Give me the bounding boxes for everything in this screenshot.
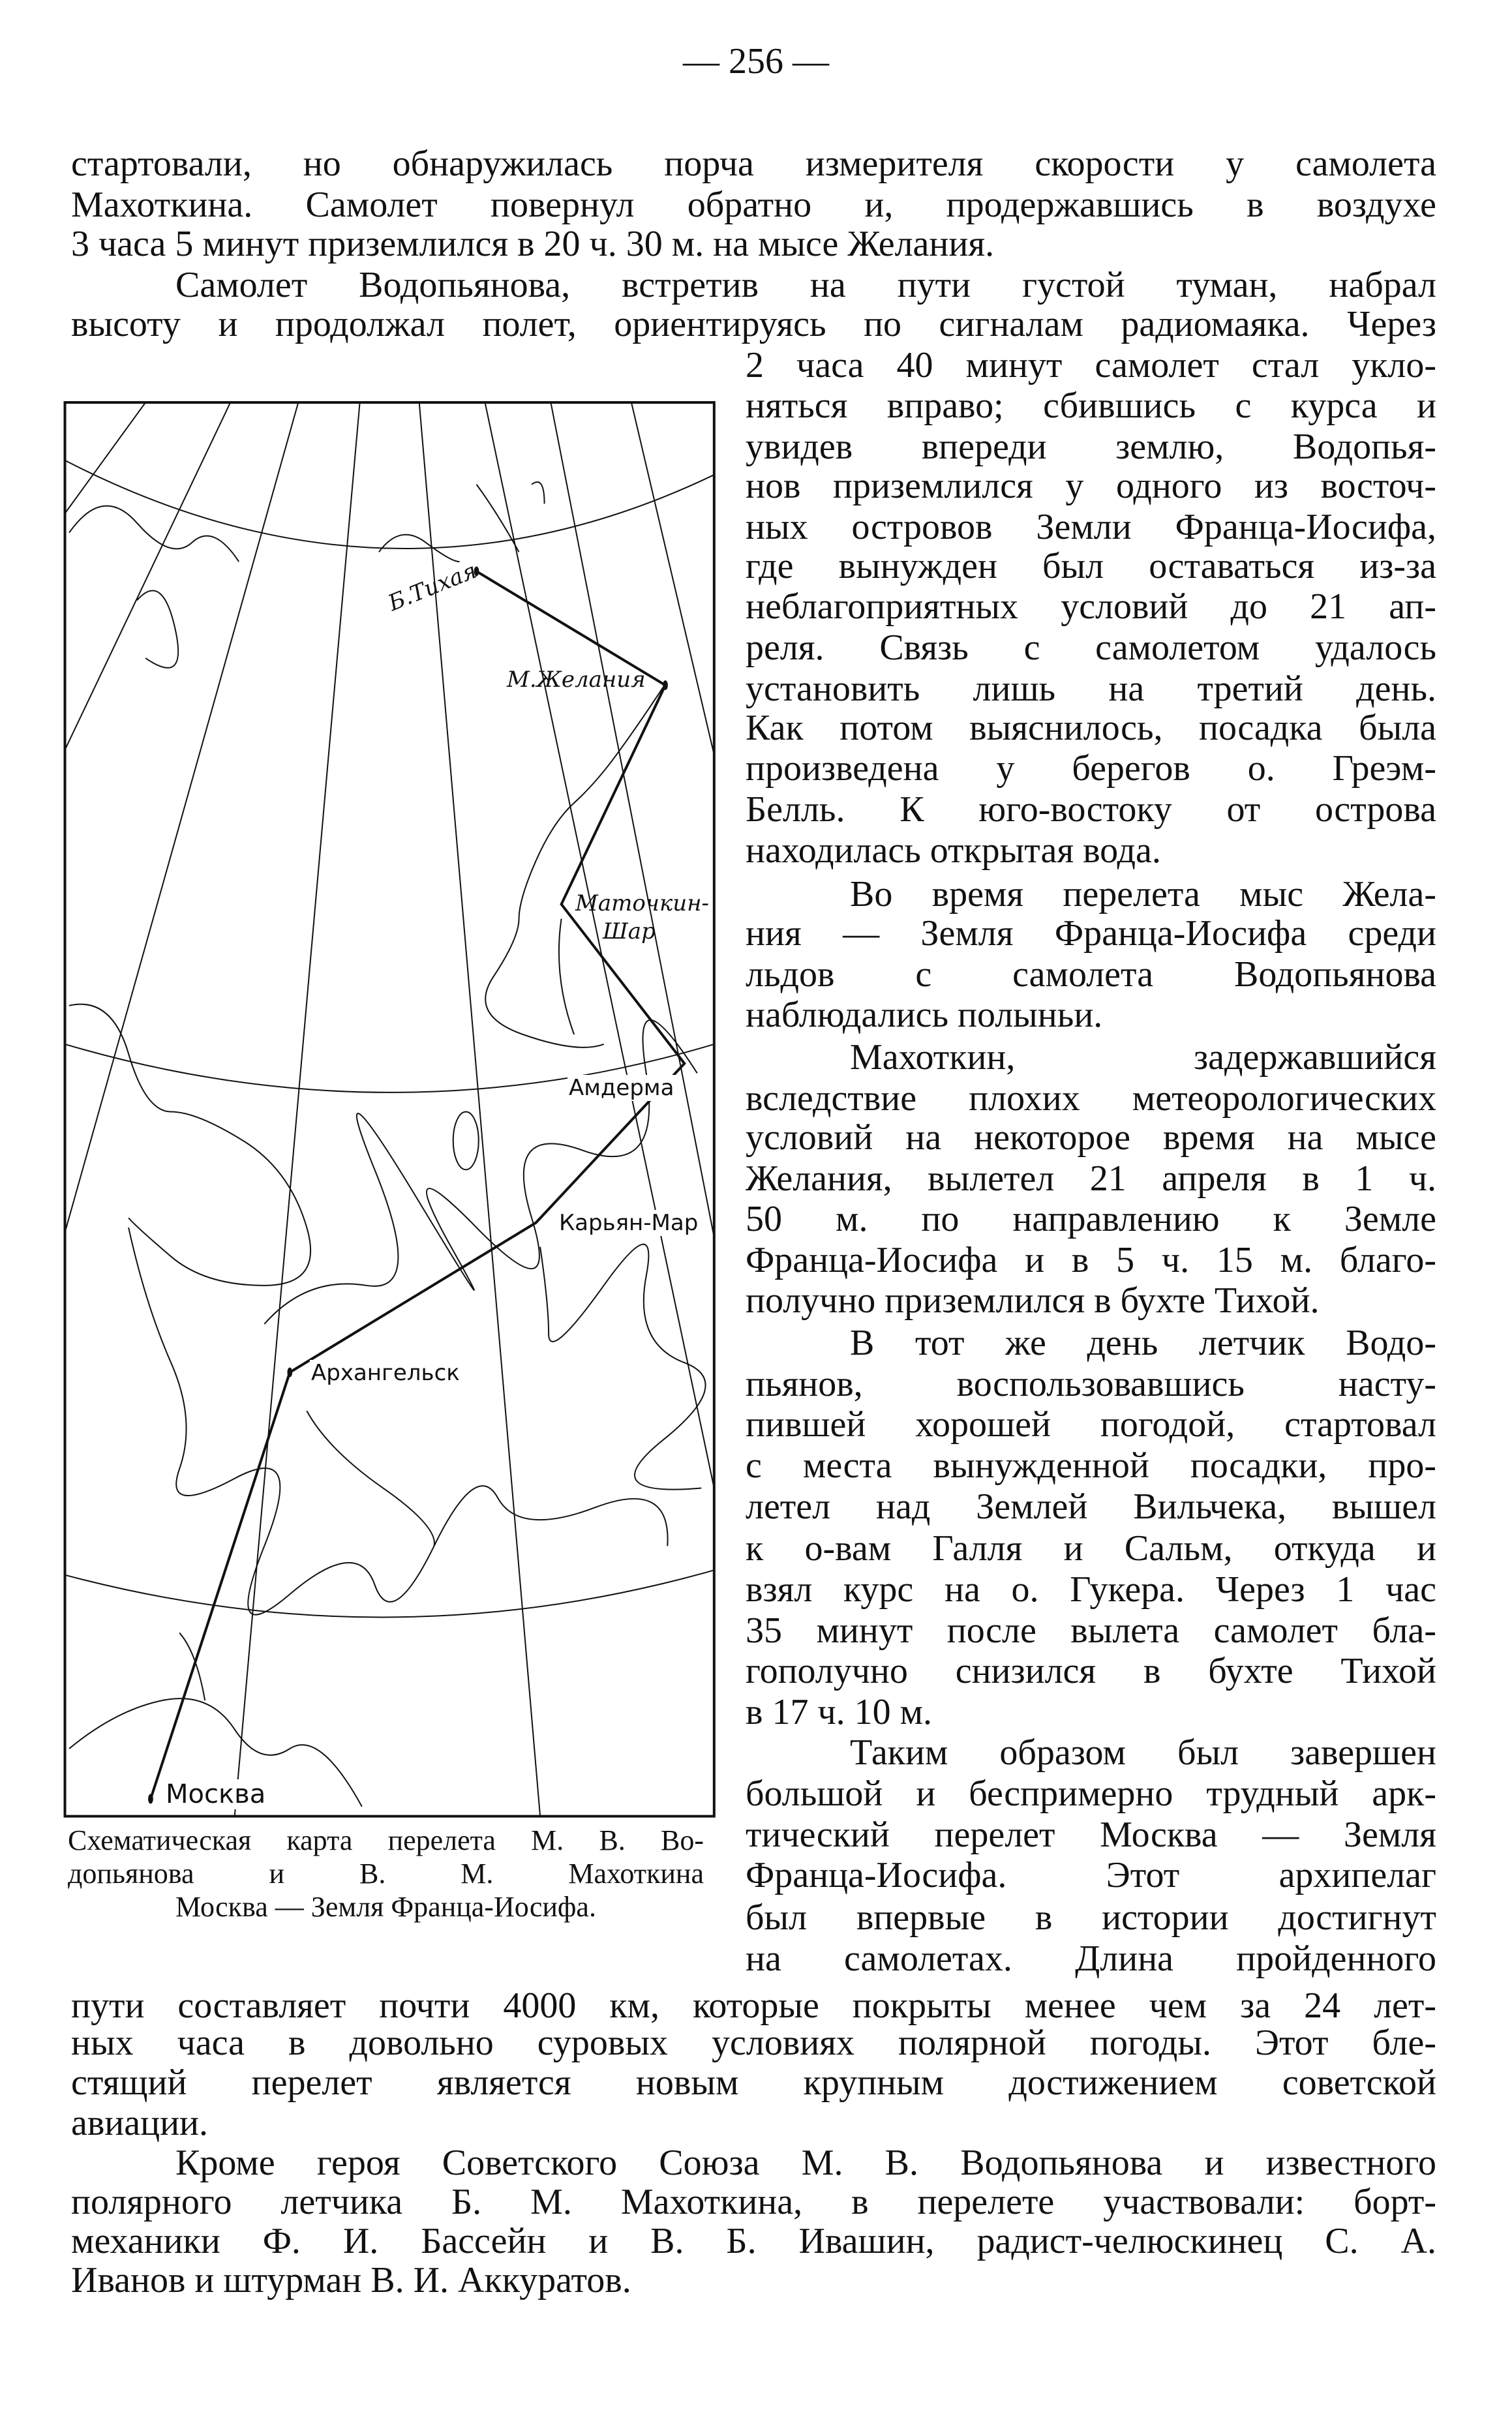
map-label-shar: Шар xyxy=(603,918,656,944)
text-line: Иванов и штурман В. И. Аккуратов. xyxy=(71,2260,631,2300)
text-line: Белль. К юго-востоку от острова xyxy=(746,789,1436,830)
text-line: пившей хорошей погодой, стартовал xyxy=(746,1404,1436,1445)
flight-route xyxy=(151,571,684,1799)
text-line: Франца-Иосифа. Этот архипелаг xyxy=(746,1855,1436,1895)
text-line: ных островов Земли Франца-Иосифа, xyxy=(746,507,1436,547)
text-line: 50 м. по направлению к Земле xyxy=(746,1199,1436,1239)
text-line: Франца-Иосифа и в 5 ч. 15 м. благо- xyxy=(746,1240,1436,1280)
text-line: 35 минут после вылета самолет бла- xyxy=(746,1610,1436,1651)
page-number: — 256 — xyxy=(683,41,829,82)
text-line: нов приземлился у одного из восточ- xyxy=(746,466,1436,506)
map-label-tikhaya: Б.Тихая xyxy=(384,557,481,617)
text-line: льдов с самолета Водопьянова xyxy=(746,954,1436,995)
text-line: был впервые в истории достигнут xyxy=(746,1897,1436,1938)
text-line: неблагоприятных условий до 21 ап- xyxy=(746,586,1436,627)
text-line: увидев впереди землю, Водопья- xyxy=(746,427,1436,467)
map-label-matochkin: Маточкин- xyxy=(575,890,710,916)
text-line: Таким образом был завершен xyxy=(850,1732,1436,1773)
text-line: ных часа в довольно суровых условиях полярной погоды. Этот бле- xyxy=(71,2023,1436,2063)
text-line: 3 часа 5 минут приземлился в 20 ч. 30 м. на мысе Желания. xyxy=(71,224,995,264)
text-line: полярного летчика Б. М. Махоткина, в перелете участвовали: борт- xyxy=(71,2182,1436,2222)
text-line: вследствие плохих метеорологических xyxy=(746,1078,1436,1119)
text-line: летел над Землей Вильчека, вышел xyxy=(746,1486,1436,1527)
map-label-moskva: Москва xyxy=(166,1779,266,1809)
map-caption-line-3: Москва — Земля Франца-Иосифа. xyxy=(175,1891,596,1923)
point-arkhangelsk xyxy=(287,1368,292,1378)
text-line: стартовали, но обнаружилась порча измерителя скорости у самолета xyxy=(71,143,1436,184)
text-line: 2 часа 40 минут самолет стал укло- xyxy=(746,345,1436,385)
text-line: взял курс на о. Гукера. Через 1 час xyxy=(746,1569,1436,1610)
text-line: ния — Земля Франца-Иосифа среди xyxy=(746,913,1436,954)
text-line: находилась открытая вода. xyxy=(746,830,1161,871)
map-label-zhelaniya: М.Желания xyxy=(507,667,646,693)
map-caption-line-2: допьянова и В. М. Махоткина xyxy=(68,1858,704,1890)
point-zhelaniya xyxy=(663,680,668,690)
text-line: В тот же день летчик Водо- xyxy=(850,1323,1436,1363)
text-line: получно приземлился в бухте Тихой. xyxy=(746,1280,1320,1321)
text-line: Самолет Водопьянова, встретив на пути густой туман, набрал xyxy=(175,265,1436,305)
text-line: наблюдались полыньи. xyxy=(746,995,1103,1035)
text-line: пьянов, воспользовавшись насту- xyxy=(746,1364,1436,1404)
text-line: пути составляет почти 4000 км, которые покрыты менее чем за 24 лет- xyxy=(71,1985,1436,2026)
text-line: гополучно снизился в бухте Тихой xyxy=(746,1651,1436,1691)
text-line: реля. Связь с самолетом удалось xyxy=(746,627,1436,668)
route-points xyxy=(148,567,668,1804)
route-map xyxy=(52,378,718,1892)
map-label-amderma: Амдерма xyxy=(569,1075,674,1101)
text-line: Во время перелета мыс Жела- xyxy=(850,874,1436,914)
text-line: где вынужден был оставаться из-за xyxy=(746,546,1436,586)
text-line: стящий перелет является новым крупным достижением советской xyxy=(71,2062,1436,2103)
text-line: высоту и продолжал полет, ориентируясь по сигналам радиомаяка. Через xyxy=(71,304,1436,344)
text-line: произведена у берегов о. Греэм- xyxy=(746,748,1436,789)
text-line: на самолетах. Длина пройденного xyxy=(746,1938,1436,1979)
map-caption-line-1: Схематическая карта перелета М. В. Во- xyxy=(68,1824,704,1856)
text-line: в 17 ч. 10 м. xyxy=(746,1692,933,1732)
text-line: большой и беспримерно трудный арк- xyxy=(746,1773,1436,1814)
text-line: тический перелет Москва — Земля xyxy=(746,1815,1436,1855)
point-moskva xyxy=(148,1794,153,1804)
text-line: Кроме героя Советского Союза М. В. Водопьянова и известного xyxy=(175,2143,1436,2183)
text-line: Махоткин, задержавшийся xyxy=(850,1037,1436,1078)
text-line: Желания, вылетел 21 апреля в 1 ч. xyxy=(746,1158,1436,1199)
text-line: к о-вам Галля и Сальм, откуда и xyxy=(746,1528,1436,1569)
text-line: Как потом выяснилось, посадка была xyxy=(746,708,1436,748)
map-label-arkhangelsk: Архангельск xyxy=(311,1360,460,1386)
text-line: Махоткина. Самолет повернул обратно и, продержавшись в воздухе xyxy=(71,185,1436,225)
text-line: авиации. xyxy=(71,2103,209,2143)
text-line: с места вынужденной посадки, про- xyxy=(746,1445,1436,1486)
text-line: установить лишь на третий день. xyxy=(746,669,1436,709)
text-line: механики Ф. И. Бассейн и В. Б. Ивашин, радист-челюскинец С. А. xyxy=(71,2221,1436,2261)
text-line: няться вправо; сбившись с курса и xyxy=(746,385,1436,426)
map-label-karyan-mar: Карьян-Мар xyxy=(559,1210,699,1236)
text-line: условий на некоторое время на мысе xyxy=(746,1117,1436,1158)
